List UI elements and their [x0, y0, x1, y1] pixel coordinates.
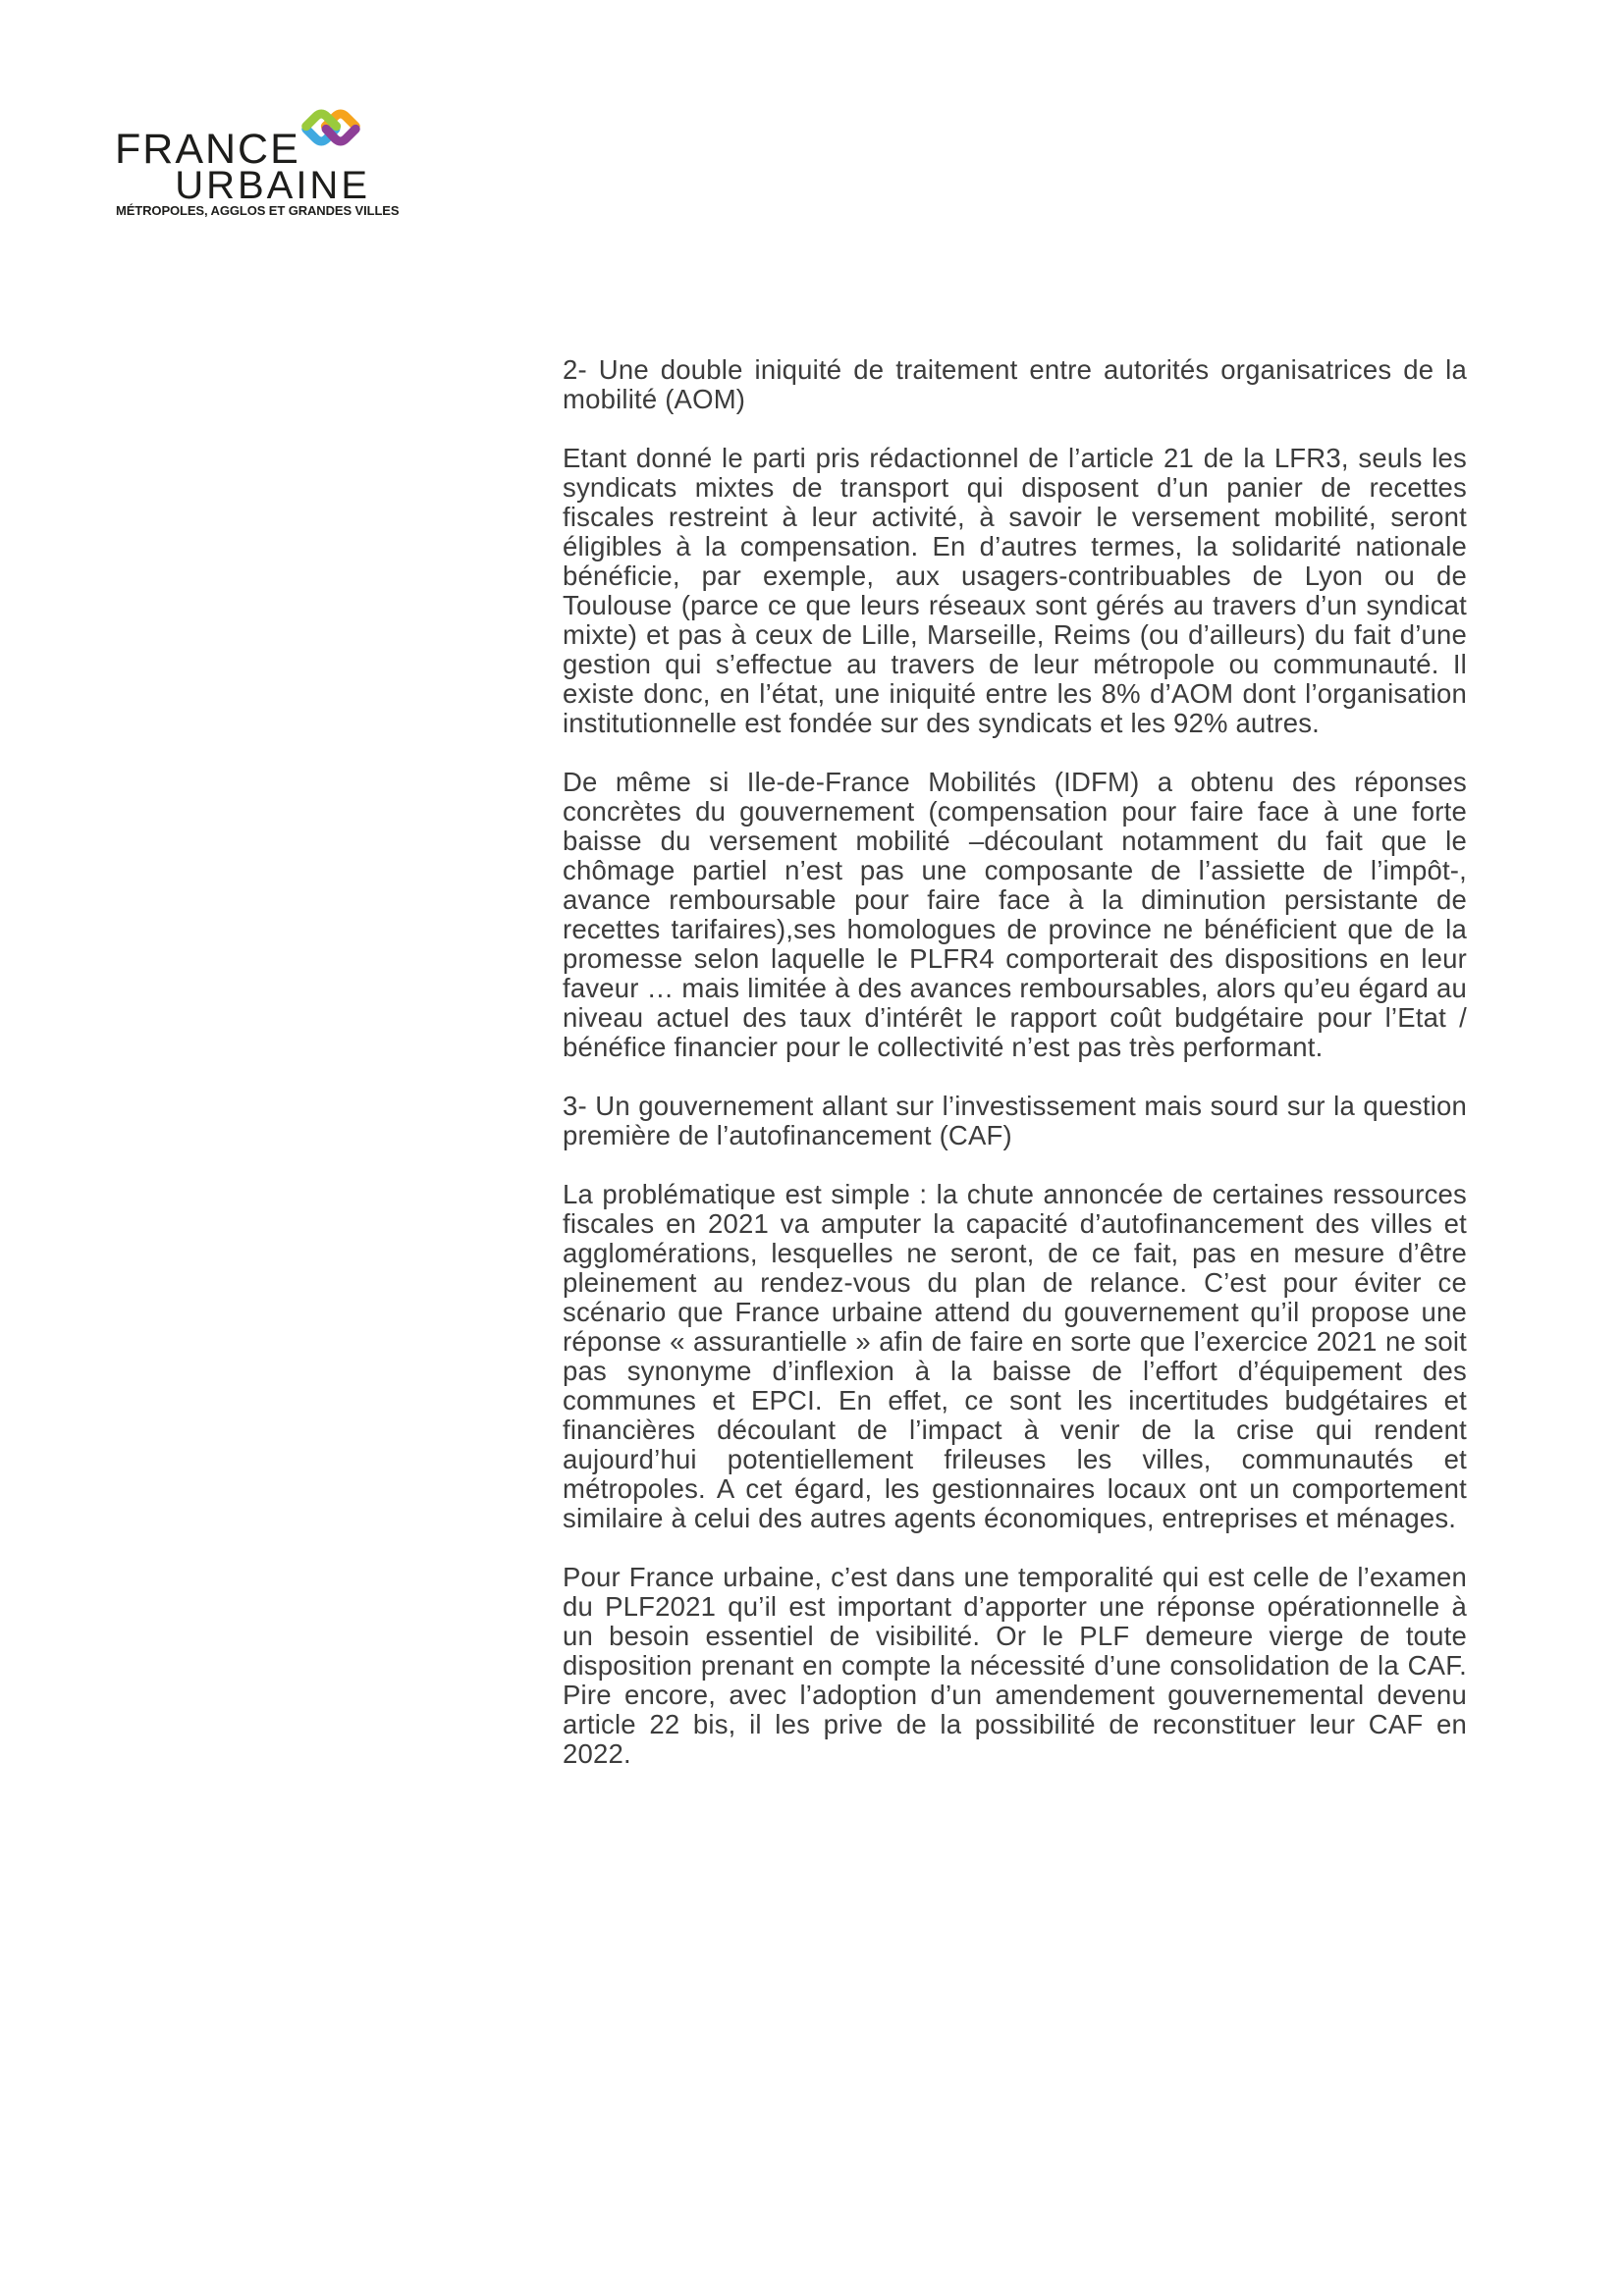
section-heading-2: 2- Une double iniquité de traitement entre autorités organisatrices de la mobilité (AOM) — [563, 354, 1467, 414]
paragraph-plf2021: Pour France urbaine, c’est dans une temporalité qui est celle de l’examen du PLF2021 qu’il est important d’apporter une réponse opérationnelle à un besoin essentiel de visibilité. Or le PLF demeure vierge de toute disposition prenant en compte la nécessité d’une consolidation de la CAF. Pire encore, avec l’adoption d’un amendement gouvernemental devenu article 22 bis, il les prive de la possibilité de reconstituer leur CAF en 2022. — [563, 1562, 1467, 1769]
logo-link-green — [306, 114, 337, 127]
section-heading-3: 3- Un gouvernement allant sur l’investissement mais sourd sur la question première de l’autofinancement (CAF) — [563, 1091, 1467, 1150]
logo-link-purple — [326, 129, 355, 141]
paragraph-lfr3-compensation: Etant donné le parti pris rédactionnel de l’article 21 de la LFR3, seuls les syndicats mixtes de transport qui disposent d’un panier de recettes fiscales restreint à leur activité, à savoir le versement mobilité, seront éligibles à la compensation. En d’autres termes, la solidarité nationale bénéficie, par exemple, aux usagers-contribuables de Lyon ou de Toulouse (parce ce que leurs réseaux sont gérés au travers d’un syndicat mixte) et pas à ceux de Lille, Marseille, Reims (ou d’ailleurs) du fait d’une gestion qui s’effectue au travers de leur métropole ou communauté. Il existe donc, en l’état, une iniquité entre les 8% d’AOM dont l’organisation institutionnelle est fondée sur des syndicats et les 92% autres. — [563, 443, 1467, 738]
france-urbaine-logo — [115, 93, 400, 226]
paragraph-problematique-caf: La problématique est simple : la chute annoncée de certaines ressources fiscales en 2021 va amputer la capacité d’autofinancement des villes et agglomérations, lesquelles ne seront, de ce fait, pas en mesure d’être pleinement au rendez-vous du plan de relance. C’est pour éviter ce scénario que France urbaine attend du gouvernement qu’il propose une réponse « assurantielle » afin de faire en sorte que l’exercice 2021 ne soit pas synonyme d’inflexion à la baisse de l’effort d’équipement des communes et EPCI. En effet, ce sont les incertitudes budgétaires et financières découlant de l’impact à venir de la crise qui rendent aujourd’hui potentiellement frileuses les villes, communautés et métropoles. A cet égard, les gestionnaires locaux ont un comportement similaire à celui des autres agents économiques, entreprises et ménages. — [563, 1179, 1467, 1533]
logo-wordmark-france: FRANCE — [115, 126, 300, 173]
logo-wordmark-urbaine: URBAINE — [175, 164, 370, 207]
logo-tagline: MÉTROPOLES, AGGLOS ET GRANDES VILLES — [116, 203, 400, 218]
interlocked-links-icon — [297, 93, 365, 162]
document-text-block — [563, 355, 1467, 1769]
paragraph-idfm-reponses: De même si Ile-de-France Mobilités (IDFM) a obtenu des réponses concrètes du gouvernement (compensation pour faire face à une forte baisse du versement mobilité –découlant notamment du fait que le chômage partiel n’est pas une composante de l’assiette de l’impôt-, avance remboursable pour faire face à la diminution persistante de recettes tarifaires),ses homologues de province ne bénéficient que de la promesse selon laquelle le PLFR4 comporterait des dispositions en leur faveur … mais limitée à des avances remboursables, alors qu’eu égard au niveau actuel des taux d’intérêt le rapport coût budgétaire pour l’Etat / bénéfice financier pour le collectivité n’est pas très performant. — [563, 767, 1467, 1062]
